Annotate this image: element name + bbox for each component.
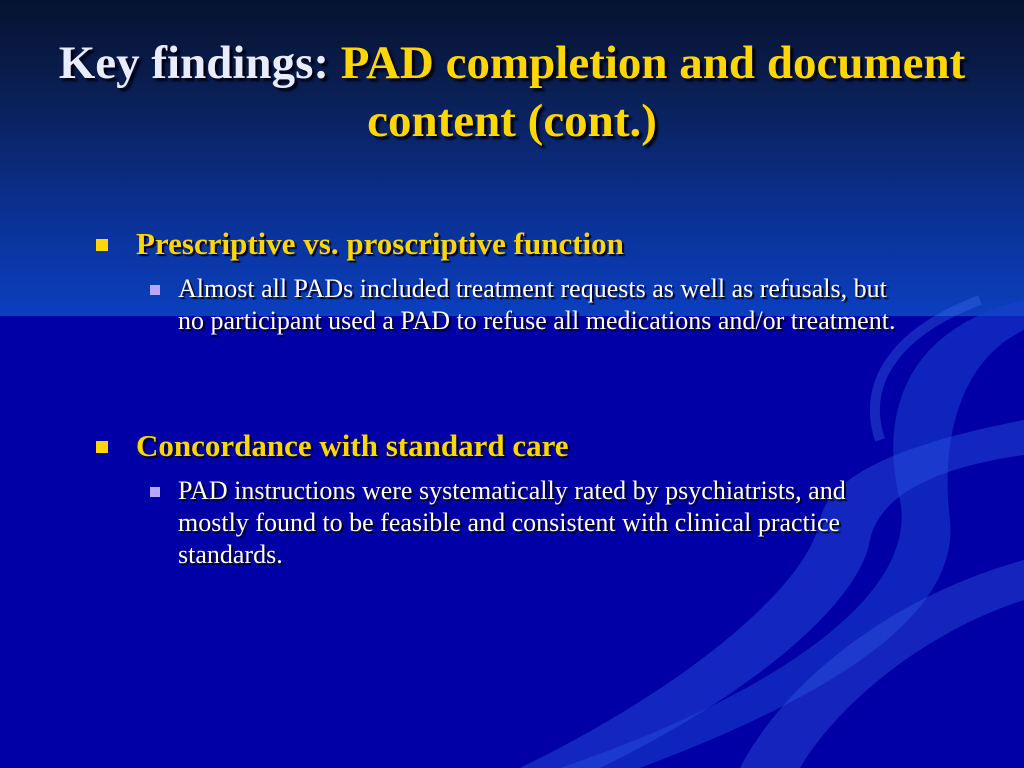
title-prefix: Key findings: (58, 37, 341, 89)
square-sub-bullet-icon (150, 487, 160, 497)
square-bullet-icon (96, 239, 108, 251)
square-bullet-icon (96, 441, 108, 453)
bullet-heading: Concordance with standard care (136, 428, 569, 463)
sub-bullet-text: PAD instructions were systematically rated by psychiatrists, and mostly found to be feasible and consistent with clinical practice standards. (178, 476, 846, 569)
bullet-heading: Prescriptive vs. proscriptive function (136, 226, 624, 261)
square-sub-bullet-icon (150, 285, 160, 295)
sub-bullet-text: Almost all PADs included treatment requests as well as refusals, but no participant used a PAD to refuse all medications and/or treatment. (178, 274, 896, 335)
title-highlight: PAD completion and document content (cont.) (340, 37, 966, 147)
slide-title (40, 34, 984, 150)
